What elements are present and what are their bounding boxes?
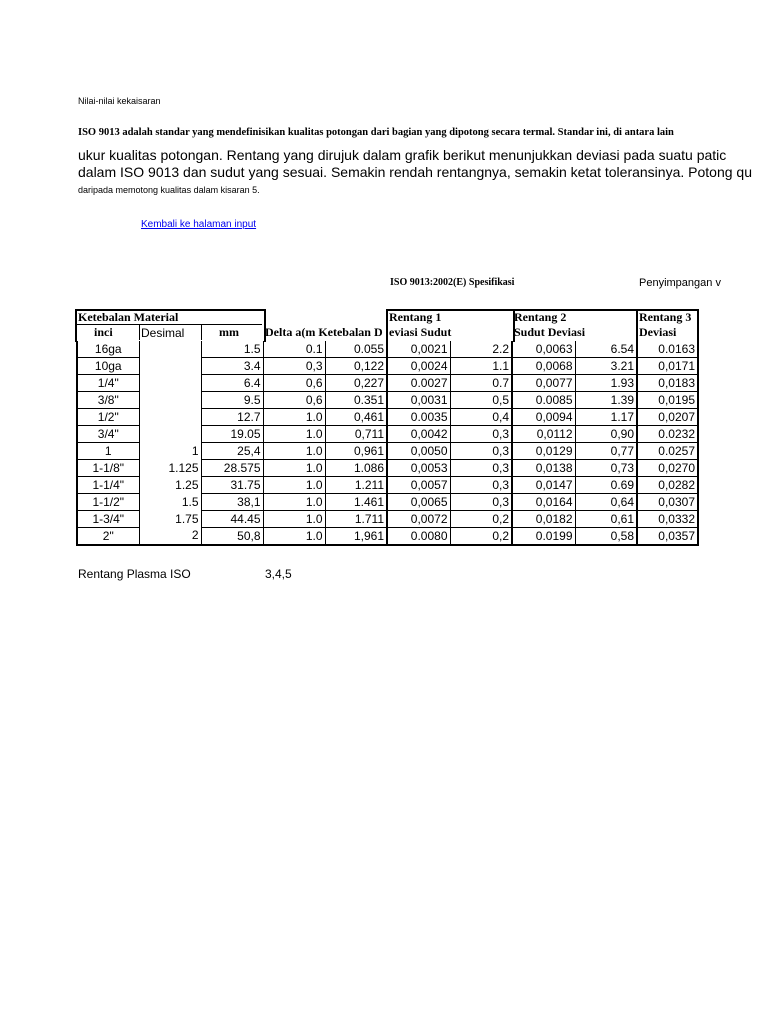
table-row [77, 409, 698, 426]
table-cell: 0.0163 [637, 341, 698, 358]
header-desimal: Desimal [141, 326, 185, 340]
table-cell: 0,5 [450, 392, 512, 409]
table-cell: 0,3 [263, 358, 325, 375]
table-cell: 31.75 [201, 477, 263, 494]
table-cell: 0,0057 [387, 477, 450, 494]
table-cell: 0,2 [450, 528, 512, 546]
table-cell: 0,0183 [637, 375, 698, 392]
table-cell: 1.711 [325, 511, 387, 528]
table-cell: 1 [139, 443, 201, 460]
table-cell: 0,0138 [512, 460, 575, 477]
footer-value: 3,4,5 [265, 567, 292, 581]
header-mm: mm [219, 325, 239, 339]
table-cell: 0,0164 [512, 494, 575, 511]
table-cell: 2 [139, 528, 201, 546]
table-cell: 0,0053 [387, 460, 450, 477]
table-row [77, 494, 698, 511]
header-range1: Rentang 1 [389, 310, 442, 324]
table-cell: 0,77 [575, 443, 637, 460]
table-cell: 0,0171 [637, 358, 698, 375]
table-cell: 25,4 [201, 443, 263, 460]
header-range2: Rentang 2 [514, 310, 567, 324]
header-range1-sub: eviasi Sudut [389, 325, 452, 339]
table-cell: 0,961 [325, 443, 387, 460]
table-cell: 6.54 [575, 341, 637, 358]
table-row [77, 358, 698, 375]
table-cell: 1.0 [263, 409, 325, 426]
deviation-title: Penyimpangan v [639, 277, 721, 289]
table-cell: 0,3 [450, 443, 512, 460]
table-cell [139, 375, 201, 392]
table-cell: 0,227 [325, 375, 387, 392]
table-cell: 0,0068 [512, 358, 575, 375]
header-inci: inci [94, 325, 113, 339]
table-cell: 44.45 [201, 511, 263, 528]
table-cell: 1.5 [201, 341, 263, 358]
table-cell: 0,0063 [512, 341, 575, 358]
table-cell: 0,0282 [637, 477, 698, 494]
table-cell: 0,6 [263, 375, 325, 392]
table-cell: 1.211 [325, 477, 387, 494]
table-cell: 1.0 [263, 511, 325, 528]
header-range3: Rentang 3 [639, 310, 692, 324]
table-cell: 1.0 [263, 528, 325, 546]
table-cell: 0,0065 [387, 494, 450, 511]
table-cell: 0,0207 [637, 409, 698, 426]
table-cell [139, 358, 201, 375]
table-cell: 2" [77, 528, 139, 546]
table-cell: 0.055 [325, 341, 387, 358]
iso-specification-table [76, 341, 699, 546]
table-cell: 1.0 [263, 460, 325, 477]
table-cell: 0,122 [325, 358, 387, 375]
section-heading: Nilai-nilai kekaisaran [78, 96, 161, 106]
table-cell: 0,0031 [387, 392, 450, 409]
table-cell: 1-1/4" [77, 477, 139, 494]
table-cell: 3.4 [201, 358, 263, 375]
table-cell: 28.575 [201, 460, 263, 477]
table-cell: 0,0129 [512, 443, 575, 460]
table-cell: 0,711 [325, 426, 387, 443]
table-cell: 1 [77, 443, 139, 460]
table-cell: 1.0 [263, 494, 325, 511]
table-cell: 0,3 [450, 477, 512, 494]
table-cell: 1.93 [575, 375, 637, 392]
table-cell: 1,961 [325, 528, 387, 546]
header-range2-sub: Sudut Deviasi [514, 325, 586, 339]
table-row [77, 460, 698, 477]
table-cell: 0,0357 [637, 528, 698, 546]
table-cell [139, 426, 201, 443]
footer-label: Rentang Plasma ISO [78, 567, 191, 581]
table-row [77, 341, 698, 358]
table-cell [139, 341, 201, 358]
table-cell: 1.1 [450, 358, 512, 375]
intro-line-4: daripada memotong kualitas dalam kisaran 5. [78, 185, 260, 195]
table-cell: 3.21 [575, 358, 637, 375]
spec-title: ISO 9013:2002(E) Spesifikasi [390, 277, 515, 288]
table-cell: 0,0077 [512, 375, 575, 392]
table-cell: 0,0307 [637, 494, 698, 511]
table-cell: 0,58 [575, 528, 637, 546]
table-cell: 1/2" [77, 409, 139, 426]
table-cell: 0,3 [450, 426, 512, 443]
table-cell: 1.0 [263, 443, 325, 460]
table-cell: 1.125 [139, 460, 201, 477]
table-cell: 1-3/4" [77, 511, 139, 528]
table-row [77, 375, 698, 392]
table-cell: 0,0072 [387, 511, 450, 528]
table-cell: 0,6 [263, 392, 325, 409]
back-to-input-link[interactable]: Kembali ke halaman input [141, 219, 257, 230]
header-material: Ketebalan Material [78, 310, 179, 324]
table-cell: 0,0050 [387, 443, 450, 460]
table-cell: 0.7 [450, 375, 512, 392]
table-cell: 0,0021 [387, 341, 450, 358]
table-cell: 0.0199 [512, 528, 575, 546]
table-cell: 0,0332 [637, 511, 698, 528]
table-cell: 12.7 [201, 409, 263, 426]
table-cell: 1.461 [325, 494, 387, 511]
table-cell: 1.086 [325, 460, 387, 477]
table-row [77, 477, 698, 494]
table-cell: 0.0085 [512, 392, 575, 409]
table-cell: 38,1 [201, 494, 263, 511]
table-cell [139, 392, 201, 409]
table-cell: 0.0035 [387, 409, 450, 426]
table-cell: 0,0195 [637, 392, 698, 409]
table-cell: 1.0 [263, 477, 325, 494]
table-cell: 19.05 [201, 426, 263, 443]
table-cell: 0.0232 [637, 426, 698, 443]
table-cell: 1-1/8" [77, 460, 139, 477]
table-cell: 3/4" [77, 426, 139, 443]
table-cell: 0,61 [575, 511, 637, 528]
header-delta: Delta a(m Ketebalan D [265, 325, 383, 339]
table-cell: 9.5 [201, 392, 263, 409]
table-cell: 3/8" [77, 392, 139, 409]
table-cell: 0,0182 [512, 511, 575, 528]
table-cell: 0,0024 [387, 358, 450, 375]
table-cell: 0,0270 [637, 460, 698, 477]
table-row [77, 528, 698, 546]
table-cell: 0,73 [575, 460, 637, 477]
table-cell: 1/4" [77, 375, 139, 392]
table-cell: 50,8 [201, 528, 263, 546]
table-cell: 0.69 [575, 477, 637, 494]
table-cell: 0,4 [450, 409, 512, 426]
table-cell: 0,0112 [512, 426, 575, 443]
table-cell: 16ga [77, 341, 139, 358]
table-cell: 0.351 [325, 392, 387, 409]
table-cell: 1.75 [139, 511, 201, 528]
table-cell: 1.17 [575, 409, 637, 426]
table-cell: 0.0080 [387, 528, 450, 546]
table-cell: 0,2 [450, 511, 512, 528]
header-range3-sub: Deviasi [639, 325, 677, 339]
table-cell: 1.25 [139, 477, 201, 494]
table-cell: 0,90 [575, 426, 637, 443]
table-cell: 1.5 [139, 494, 201, 511]
table-cell: 1-1/2" [77, 494, 139, 511]
table-cell: 0.0027 [387, 375, 450, 392]
table-row [77, 511, 698, 528]
table-cell: 0.1 [263, 341, 325, 358]
table-cell: 6.4 [201, 375, 263, 392]
table-cell: 0,3 [450, 494, 512, 511]
intro-line-3: dalam ISO 9013 dan sudut yang sesuai. Semakin rendah rentangnya, semakin ketat toleransinya. Potong qu [78, 164, 752, 180]
table-row [77, 443, 698, 460]
intro-bold-text: ISO 9013 adalah standar yang mendefinisikan kualitas potongan dari bagian yang dipotong secara termal. Standar ini, di antara lain [78, 127, 674, 138]
table-cell: 0.0257 [637, 443, 698, 460]
table-cell: 0,0094 [512, 409, 575, 426]
table-cell: 0,3 [450, 460, 512, 477]
table-cell: 0,0042 [387, 426, 450, 443]
table-cell [139, 409, 201, 426]
table-cell: 10ga [77, 358, 139, 375]
table-cell: 1.39 [575, 392, 637, 409]
table-cell: 0,64 [575, 494, 637, 511]
intro-line-2: ukur kualitas potongan. Rentang yang dirujuk dalam grafik berikut menunjukkan deviasi pada suatu patic [78, 147, 727, 163]
table-row [77, 392, 698, 409]
table-row [77, 426, 698, 443]
table-cell: 0,461 [325, 409, 387, 426]
table-cell: 2.2 [450, 341, 512, 358]
table-cell: 0,0147 [512, 477, 575, 494]
table-cell: 1.0 [263, 426, 325, 443]
